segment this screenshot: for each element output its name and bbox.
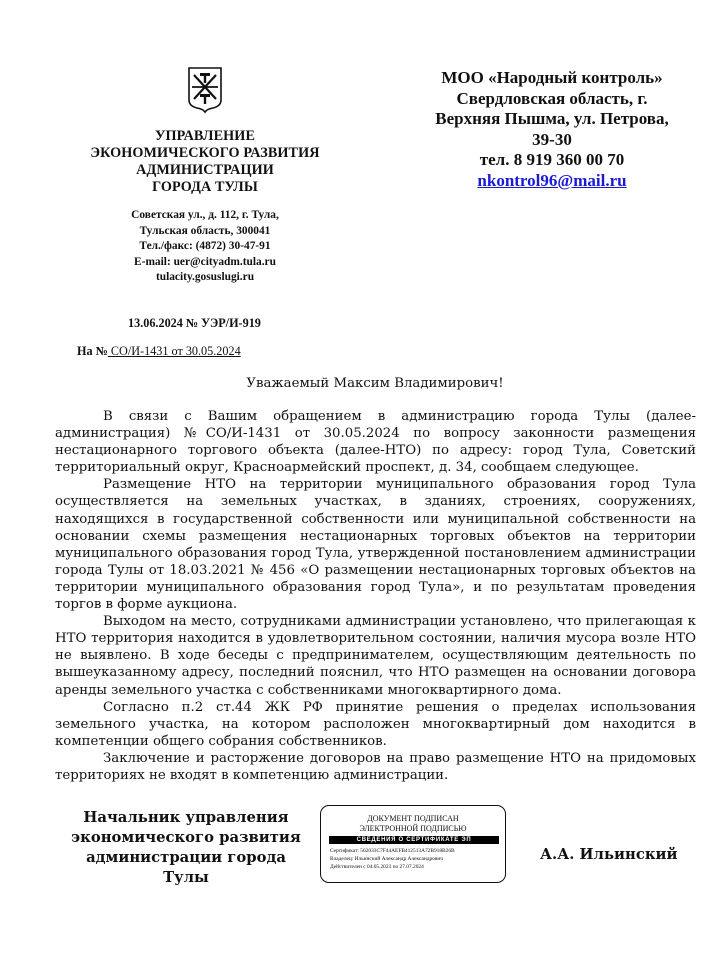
- signatory-title: Начальник управления экономического развития администрации города Тулы: [71, 809, 301, 886]
- sender-region: Тульская область, 300041: [139, 224, 271, 237]
- recipient-block: [418, 68, 686, 191]
- letter-body: [55, 408, 696, 784]
- incoming-reference: [77, 344, 241, 359]
- sender-address: Советская ул., д. 112, г. Тула,: [131, 209, 279, 221]
- sender-contacts: [60, 208, 350, 286]
- stamp-title: ДОКУМЕНТ ПОДПИСАН ЭЛЕКТРОННОЙ ПОДПИСЬЮ: [359, 814, 467, 833]
- body-paragraph: Согласно п.2 ст.44 ЖК РФ принятие решения о пределах использования земельного участка, на котором расположен многоквартирный дом находится в компетенции общего собрания собственников.: [55, 699, 696, 749]
- stamp-certificate-bar: СВЕДЕНИЯ О СЕРТИФИКАТЕ ЭП: [329, 836, 499, 844]
- body-paragraph: Выходом на место, сотрудниками администрации установлено, что прилегающая к НТО территория находится в удовлетворительном состоянии, наличия мусора возле НТО не выявлено. В ходе беседы с предпринимателем, осуществляющим деятельность по вышеуказанному адресу, последний пояснил, что НТО размещен на основании договора аренды земельного участка с собственниками многоквартирного дома.: [55, 614, 696, 698]
- tula-coat-of-arms-icon: [187, 66, 223, 114]
- incoming-number: СО/И-1431 от 30.05.2024: [107, 344, 241, 358]
- signer-name: А.А. Ильинский: [540, 846, 678, 863]
- electronic-signature-stamp: [320, 805, 506, 883]
- body-paragraph: Размещение НТО на территории муниципального образования город Тула осуществляется на земельных участках, в зданиях, строениях, сооружениях, находящихся в государственной собственности или муниципальной собственности на основании схемы размещения нестационарных торговых объектов на территории муниципального образования город Тула, утвержденной постановлением администрации города Тулы от 18.03.2021 № 456 «О размещении нестационарных торговых объектов на территории муниципального образования город Тула», и по результатам проведения торгов в форме аукциона.: [55, 477, 696, 613]
- sender-org-name: УПРАВЛЕНИЕ ЭКОНОМИЧЕСКОГО РАЗВИТИЯ АДМИНИСТРАЦИИ ГОРОДА ТУЛЫ: [90, 128, 320, 195]
- sender-block: [60, 66, 350, 286]
- greeting: Уважаемый Максим Владимирович!: [246, 376, 504, 391]
- sender-email: E-mail: uer@cityadm.tula.ru: [134, 255, 276, 268]
- incoming-prefix: На №: [77, 344, 108, 358]
- recipient-phone: тел. 8 919 360 00 70: [479, 150, 625, 169]
- sender-website: tulacity.gosuslugi.ru: [155, 271, 255, 284]
- body-paragraph: В связи с Вашим обращением в администрацию города Тулы (далее-администрация) №СО/И-1431 от 30.05.2024 по вопросу законности размещения нестационарного торгового объекта (далее-НТО) по адресу: город Тула, Советский территориальный округ, Красноармейский проспект, д. 34, сообщаем следующее.: [55, 409, 696, 476]
- recipient-address-line: Свердловская область, г.: [456, 88, 648, 108]
- body-paragraph: Заключение и расторжение договоров на право размещение НТО на придомовых территориях не входят в компетенцию администрации.: [55, 750, 696, 783]
- sender-phone: Тел./факс: (4872) 30-47-91: [139, 240, 271, 253]
- recipient-email-link[interactable]: nkontrol96@mail.ru: [477, 170, 627, 190]
- recipient-address-line: 39-30: [532, 129, 572, 149]
- recipient-name: МОО «Народный контроль»: [441, 68, 663, 87]
- outgoing-number: 13.06.2024 № УЭР/И-919: [128, 316, 261, 330]
- stamp-validity: Действителен с 04.05.2023 по 27.07.2024: [330, 864, 424, 870]
- recipient-address-line: Верхняя Пышма, ул. Петрова,: [435, 109, 669, 128]
- stamp-certificate: Сертификат: 562033C7F44AEFB412513A72B918B26B: [330, 848, 455, 854]
- stamp-owner: Владелец: Ильинский Александр Александрович: [330, 856, 444, 862]
